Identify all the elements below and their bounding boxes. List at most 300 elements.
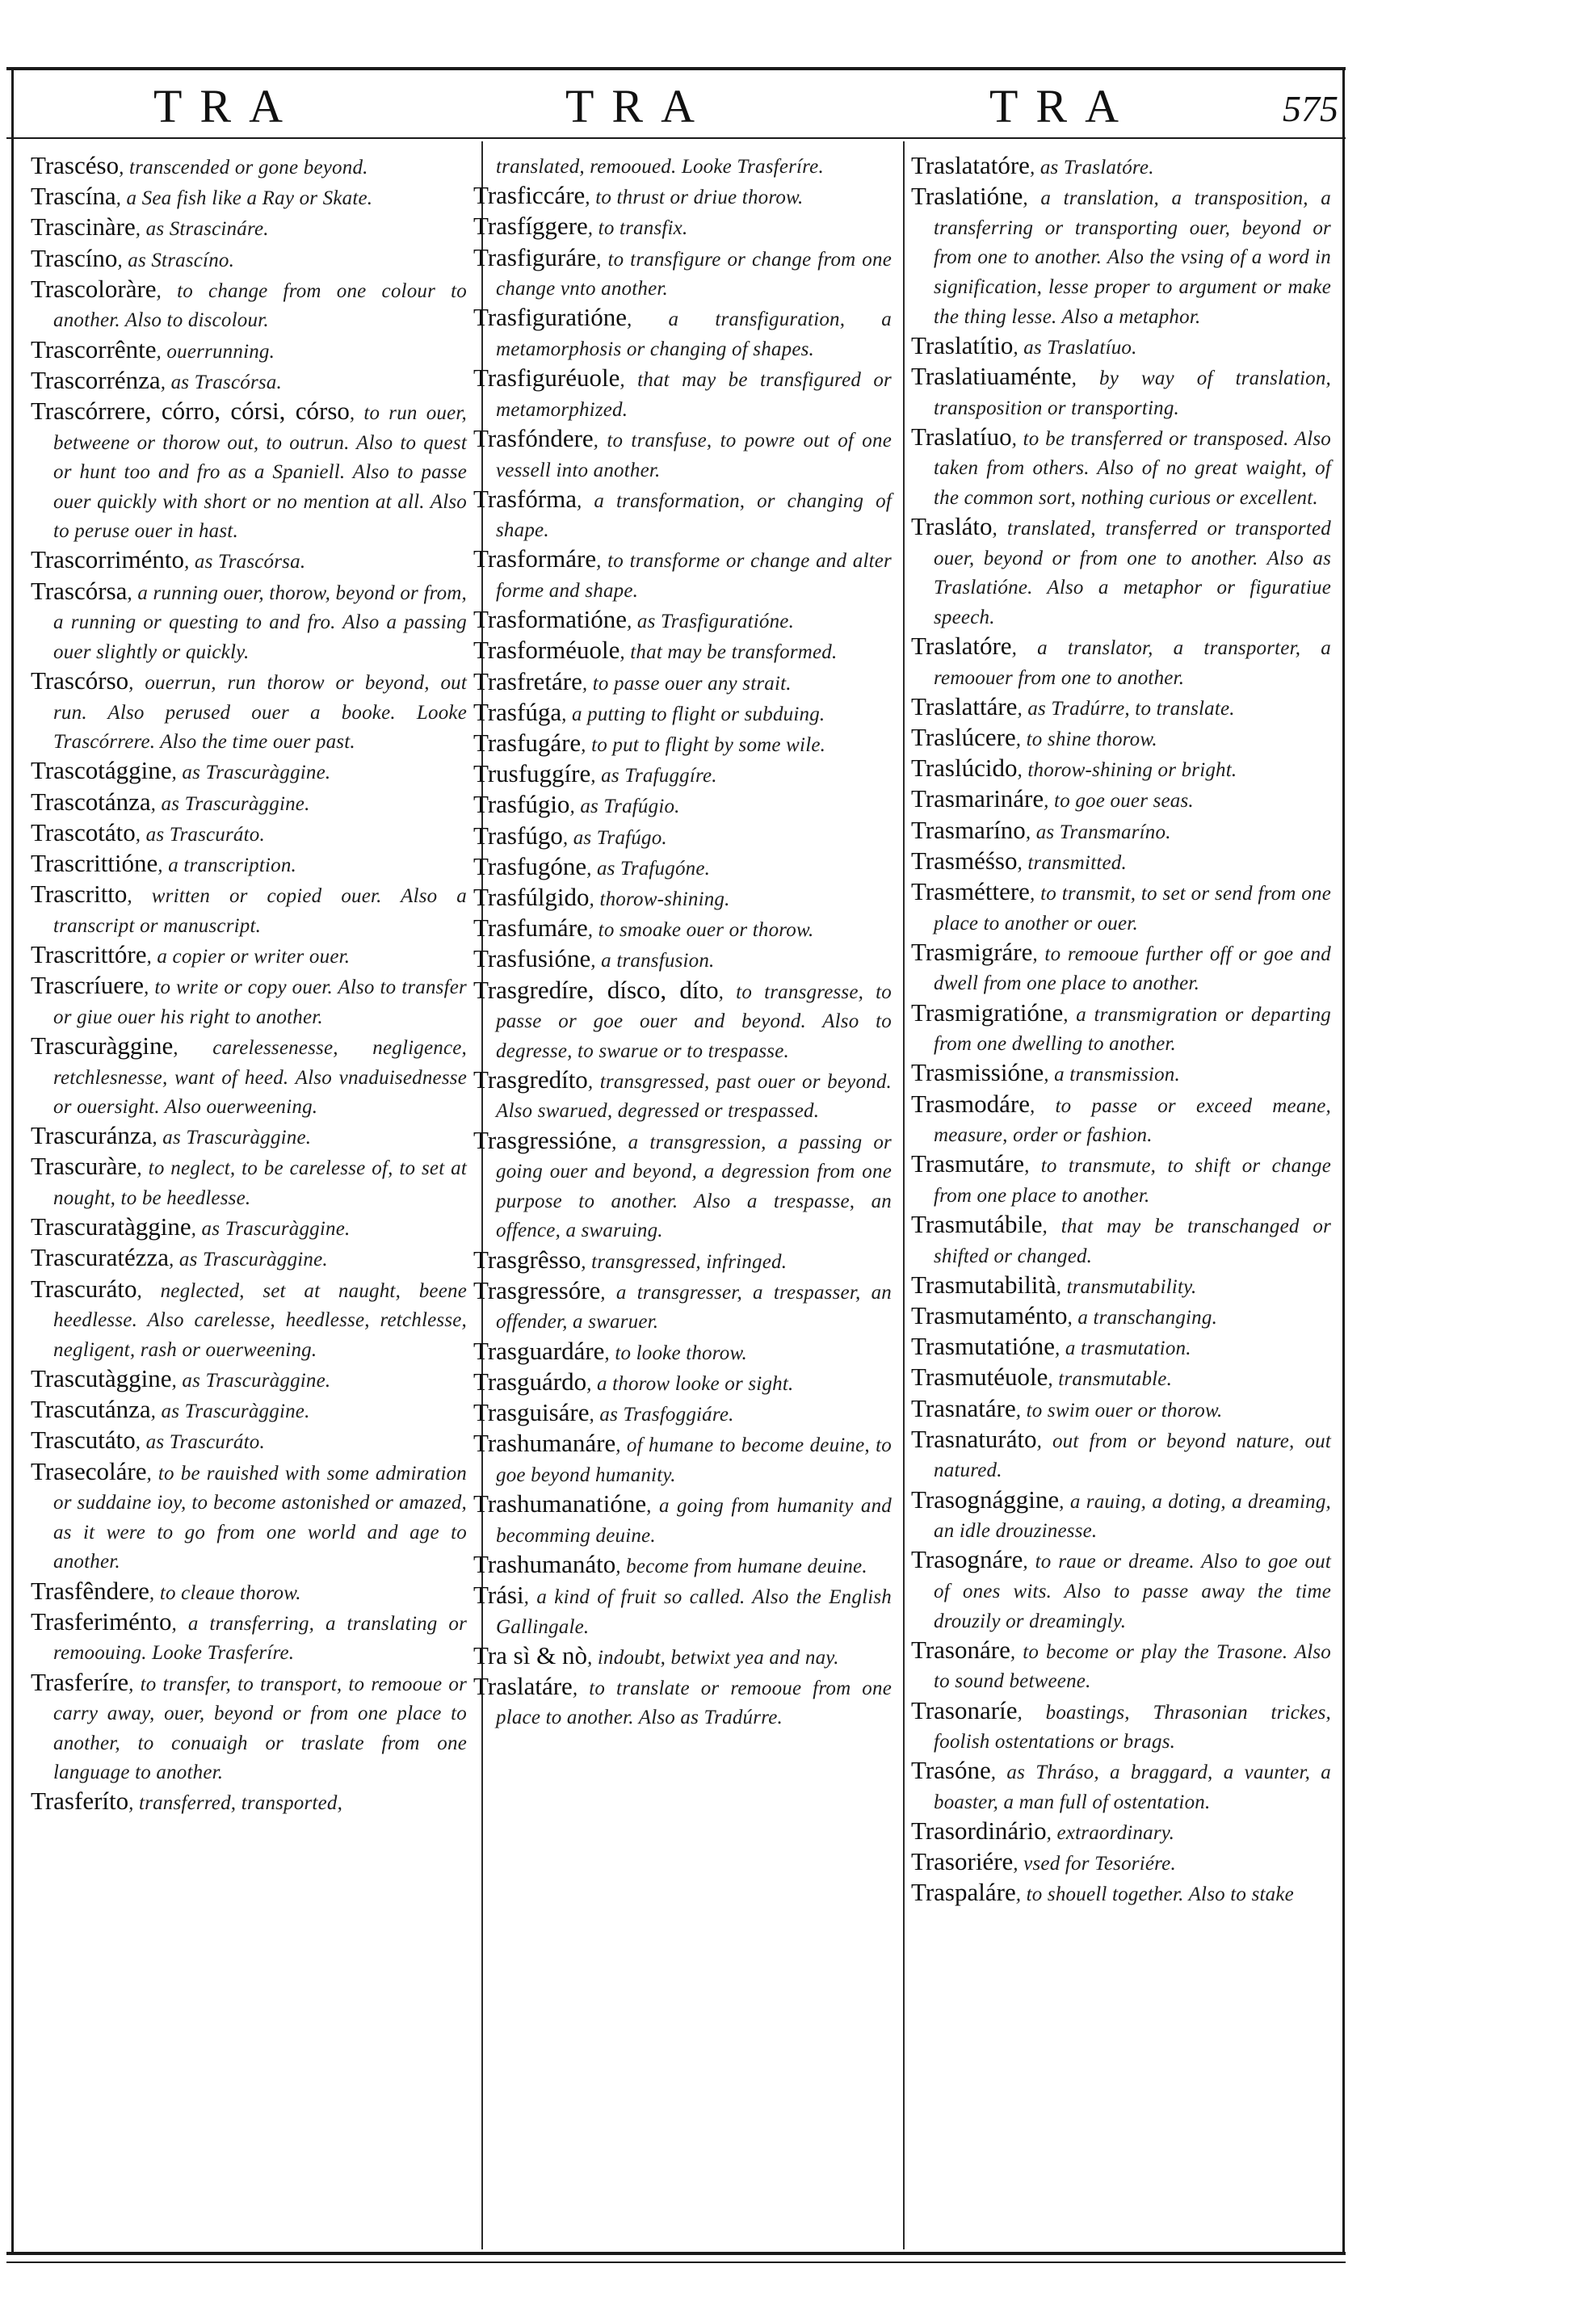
dictionary-entry — [911, 152, 1331, 183]
entry-definition: , as Traslatóre. — [1029, 157, 1154, 178]
entry-definition: , indoubt, betwixt yea and nay. — [586, 1646, 839, 1669]
dictionary-entry — [31, 183, 467, 213]
dictionary-entry — [31, 941, 467, 972]
entry-definition: , transgressed, infringed. — [581, 1250, 788, 1273]
entry-definition: , a transmission. — [1044, 1064, 1180, 1086]
entry-definition: , out from or beyond nature, out natured. — [934, 1430, 1331, 1482]
entry-definition: , to goe ouer seas. — [1044, 790, 1194, 813]
dictionary-entry — [31, 1608, 467, 1668]
entry-headword: Trasmigratióne — [911, 997, 1064, 1027]
dictionary-entry — [473, 182, 892, 212]
entry-headword: Traslúcido — [911, 754, 1018, 783]
dictionary-entry — [473, 1066, 892, 1126]
dictionary-entry — [473, 304, 892, 363]
dictionary-entry — [911, 817, 1331, 847]
entry-headword: Trasguárdo — [473, 1367, 587, 1396]
dictionary-entry — [911, 1363, 1331, 1394]
entry-headword: Trasonaríe — [911, 1695, 1018, 1724]
entry-definition: , carelessenesse, negligence, retchlesnesse, want of heed. Also vnaduisednesse or ouersight. Also ouerweening. — [53, 1036, 467, 1119]
entry-definition: , written or copied ouer. Also a transcript or manuscript. — [53, 885, 467, 937]
entry-definition: , a rauing, a doting, a dreaming, an idle drouzinesse. — [934, 1490, 1331, 1543]
entry-headword: Trasferiménto — [31, 1606, 172, 1636]
entry-headword: Trascoloràre — [31, 274, 157, 303]
entry-definition: , as Trascuràggine. — [171, 762, 331, 784]
entry-headword: Trascríuere — [31, 971, 145, 1000]
entry-definition: , to neglect, to be carelesse of, to set at nought, to be heedlesse. — [53, 1157, 467, 1210]
entry-definition: , to write or copy ouer. Also to transfer or giue ouer his right to another. — [53, 976, 467, 1028]
dictionary-entry — [911, 183, 1331, 331]
entry-headword: Trasfóndere — [473, 423, 594, 452]
entry-definition: , as Trasfiguratióne. — [627, 611, 795, 633]
entry-headword: Trasmigráre — [911, 937, 1033, 966]
entry-headword: Trasecoláre — [31, 1456, 147, 1485]
entry-definition: , to transgresse, to passe or goe ouer and beyond. Also to degresse, to swarue or to trespasse. — [496, 981, 892, 1062]
entry-definition: , as Thráso, a braggard, a vaunter, a boaster, a man full of ostentation. — [934, 1762, 1331, 1813]
entry-headword: Trasfúgo — [473, 821, 563, 850]
entry-headword: Trascuratàggine — [31, 1212, 191, 1241]
entry-definition: , as Trascórsa. — [160, 371, 282, 393]
dictionary-entry — [911, 999, 1331, 1059]
entry-definition: , a Sea fish like a Ray or Skate. — [116, 187, 373, 210]
entry-headword: Traslúcere — [911, 723, 1016, 752]
bottom-border-rule-inner — [6, 2262, 1346, 2263]
dictionary-entry — [473, 976, 892, 1066]
entry-headword: Tra sì & nò — [473, 1640, 587, 1669]
entry-definition: , a translation, a transposition, a transferring or transporting ouer, beyond or from one to another. Also the vsing of a word in signification, lesse proper to argument or make the thing lesse. Also a metaphor. — [934, 187, 1331, 328]
entry-headword: Trascorrénza — [31, 365, 161, 394]
dictionary-entry — [473, 244, 892, 304]
dictionary-entry — [31, 1122, 467, 1153]
dictionary-entry — [473, 545, 892, 605]
dictionary-entry — [911, 1150, 1331, 1210]
entry-definition: , to be transferred or transposed. Also taken from others. Also of no great waight, of the common sort, nothing curious or excellent. — [934, 427, 1331, 509]
entry-definition: , to be rauished with some admiration or suddaine ioy, to become astonished or amazed, as it were to go from one world and age to another. — [53, 1462, 467, 1573]
entry-headword: Traslatatóre — [911, 151, 1030, 179]
entry-headword: Trascórrere, córro, córsi, córso — [31, 396, 350, 425]
entry-headword: Trasmutéuole — [911, 1363, 1048, 1392]
entry-definition: , as Trascuràggine. — [150, 792, 310, 815]
entry-headword: Traslatióne — [911, 182, 1023, 211]
entry-definition: , as Trascuráto. — [135, 823, 265, 846]
dictionary-entry — [911, 1395, 1331, 1426]
entry-headword: Trasformáre — [473, 544, 597, 573]
entry-definition: , to passe ouer any strait. — [582, 672, 792, 695]
dictionary-entry — [473, 636, 892, 667]
dictionary-entry — [911, 1546, 1331, 1636]
entry-definition: , a transcription. — [158, 854, 296, 876]
entry-headword: Trasnaturáto — [911, 1424, 1037, 1453]
entry-definition: , to translate or remooue from one place to another. Also as Tradúrre. — [496, 1677, 892, 1729]
entry-headword: Trasficcáre — [473, 181, 586, 210]
dictionary-entry — [911, 724, 1331, 754]
dictionary-entry — [31, 667, 467, 757]
entry-definition: , as Trascórsa. — [184, 551, 306, 573]
entry-headword: Trashumanáto — [473, 1549, 616, 1578]
dictionary-entry — [31, 367, 467, 397]
entry-headword: Traslatiuaménte — [911, 361, 1072, 390]
running-head-center: TRA — [565, 80, 712, 132]
entry-definition: , as Trascuràggine. — [168, 1249, 328, 1271]
dictionary-entry — [31, 546, 467, 577]
entry-headword: Trasmaríno — [911, 815, 1026, 844]
entry-headword: Trascuràggine — [31, 1031, 174, 1060]
top-border-rule — [6, 67, 1346, 70]
entry-definition: , as Trascuràggine. — [152, 1127, 312, 1149]
entry-definition: , to cleaue thorow. — [149, 1581, 301, 1604]
dictionary-entry — [911, 1879, 1331, 1909]
dictionary-entry — [31, 819, 467, 850]
entry-definition: , thorow-shining or bright. — [1017, 759, 1237, 782]
dictionary-entry — [31, 1426, 467, 1457]
dictionary-entry — [911, 423, 1331, 513]
dictionary-entry — [911, 1271, 1331, 1302]
dictionary-entry — [911, 513, 1331, 632]
entry-definition: , a thorow looke or sight. — [586, 1372, 794, 1395]
dictionary-entry — [31, 213, 467, 244]
entry-definition: , a copier or writer ouer. — [146, 945, 351, 968]
entry-headword: Trascína — [31, 182, 116, 211]
entry-headword: Trasmutaménto — [911, 1301, 1068, 1330]
entry-definition: , to run ouer, betweene or thorow out, to outrun. Also to quest or hunt too and fro as a Spaniell. Also to passe ouer quickly with short or no mention at all. Also to peruse ouer in hast. — [53, 401, 467, 543]
entry-definition: , as Trafuggíre. — [590, 765, 717, 787]
entry-headword: Trasognággine — [911, 1485, 1060, 1514]
entry-definition: , ouerrunning. — [156, 340, 275, 363]
dictionary-entry — [473, 822, 892, 853]
column-1 — [31, 152, 467, 1819]
dictionary-entry — [473, 152, 892, 182]
entry-headword: Trasfíggere — [473, 212, 588, 241]
entry-headword: Trascrittóre — [31, 939, 147, 968]
entry-headword: Trascritto — [31, 880, 128, 909]
entry-definition: , as Trascuràggine. — [150, 1401, 310, 1423]
entry-headword: Trashumanáre — [473, 1429, 616, 1458]
entry-definition: , that may be transchanged or shifted or changed. — [934, 1216, 1331, 1267]
dictionary-entry — [31, 1787, 467, 1818]
entry-definition: , transferred, transported, — [128, 1792, 343, 1815]
dictionary-entry — [911, 1090, 1331, 1150]
dictionary-entry — [473, 1551, 892, 1581]
dictionary-entry — [911, 332, 1331, 363]
entry-headword: Trascotánza — [31, 787, 151, 816]
entry-headword: Trascíno — [31, 243, 118, 272]
dictionary-entry — [31, 788, 467, 819]
entry-headword: Trascotággine — [31, 756, 172, 785]
entry-headword: Traslatóre — [911, 632, 1012, 661]
entry-definition: , a going from humanity and becomming deuine. — [496, 1494, 892, 1547]
entry-definition: , to transfigure or change from one change vnto another. — [496, 248, 892, 300]
entry-definition: , boastings, Thrasonian trickes, foolish ostentations or brags. — [934, 1701, 1331, 1753]
entry-headword: Trascorrênte — [31, 334, 157, 363]
dictionary-entry — [473, 212, 892, 243]
entry-definition: , transcended or gone beyond. — [119, 157, 368, 178]
entry-headword: Trascutàggine — [31, 1364, 172, 1392]
dictionary-entry — [31, 972, 467, 1031]
column-2 — [473, 152, 892, 1733]
entry-headword: Trasmutábile — [911, 1210, 1043, 1239]
entry-definition: , to looke thorow. — [604, 1342, 747, 1364]
dictionary-entry — [473, 699, 892, 729]
entry-headword: Trasfúlgido — [473, 882, 590, 911]
entry-headword: Trasfiguratióne — [473, 303, 627, 332]
entry-definition: , ouerrun, run thorow or beyond, out run. Also perused ouer a booke. Looke Trascórrere. Also the time ouer past. — [53, 672, 467, 754]
entry-definition: , of humane to become deuine, to goe beyond humanity. — [496, 1434, 892, 1486]
entry-headword: Trasmutatióne — [911, 1332, 1055, 1361]
entry-headword: Trascutánza — [31, 1395, 151, 1424]
dictionary-entry — [31, 1365, 467, 1396]
dictionary-entry — [911, 693, 1331, 724]
entry-headword: Trascrittióne — [31, 848, 158, 877]
entry-headword: Trasgredíre, dísco, díto — [473, 975, 719, 1004]
entry-definition: , a transgression, a passing or going ouer and beyond, a degression from one purpose to another. Also a trespasse, an offence, a swaruing. — [496, 1131, 892, 1242]
dictionary-entry — [911, 1333, 1331, 1363]
dictionary-entry — [911, 785, 1331, 816]
dictionary-entry — [911, 1211, 1331, 1270]
entry-headword: Trasfretáre — [473, 666, 582, 695]
entry-definition: , to swim ouer or thorow. — [1015, 1399, 1223, 1422]
dictionary-entry — [473, 914, 892, 945]
dictionary-entry — [31, 336, 467, 367]
entry-headword: Trasmodáre — [911, 1089, 1030, 1118]
dictionary-entry — [473, 606, 892, 636]
entry-definition: , to thrust or driue thorow. — [585, 187, 804, 209]
dictionary-entry — [31, 245, 467, 275]
dictionary-entry — [31, 1275, 467, 1365]
dictionary-entry — [31, 152, 467, 183]
entry-headword: Trasfêndere — [31, 1576, 149, 1605]
dictionary-entry — [473, 1277, 892, 1337]
entry-headword: Trascinàre — [31, 212, 136, 241]
dictionary-entry — [473, 668, 892, 699]
entry-definition: , neglected, set at naught, beene heedlesse. Also carelesse, heedlesse, retchlesse, negligent, rash or ouerweening. — [53, 1279, 467, 1361]
dictionary-entry — [473, 1338, 892, 1368]
column-3 — [911, 152, 1331, 1910]
entry-definition: , to change from one colour to another. Also to discolour. — [53, 279, 467, 332]
dictionary-entry — [473, 1127, 892, 1245]
entry-definition: , to transforme or change and alter forme and shape. — [496, 550, 892, 603]
entry-headword: Trasfiguréuole — [473, 363, 620, 393]
dictionary-entry — [473, 1246, 892, 1277]
dictionary-entry — [911, 939, 1331, 998]
entry-definition: , translated, transferred or transported ouer, beyond or from one to another. Also as Traslatióne. Also a metaphor or figuratiue speech. — [934, 518, 1331, 628]
entry-definition: , to raue or dreame. Also to goe out of ones wits. Also to passe away the time drouzily or dreamingly. — [934, 1551, 1331, 1632]
dictionary-entry — [911, 754, 1331, 785]
entry-headword: Trasferíre — [31, 1667, 129, 1696]
entry-definition: , that may be transfigured or metamorphized. — [496, 369, 892, 421]
entry-definition: , as Trascuràggine. — [171, 1370, 331, 1392]
entry-headword: Trascuránza — [31, 1121, 153, 1150]
dictionary-entry — [473, 853, 892, 884]
entry-definition: , to smoake ouer or thorow. — [587, 919, 814, 942]
entry-definition: , to transfix. — [587, 217, 688, 240]
column-divider-2 — [903, 141, 905, 2249]
entry-definition: , become from humane deuine. — [615, 1555, 867, 1577]
entry-headword: Trasfusióne — [473, 944, 591, 973]
entry-headword: Traspaláre — [911, 1878, 1016, 1907]
entry-headword: Trascutáto — [31, 1426, 136, 1455]
dictionary-entry — [473, 1430, 892, 1489]
dictionary-entry — [911, 1697, 1331, 1757]
entry-definition: , that may be transformed. — [620, 641, 838, 664]
entry-definition: , to transfer, to transport, to remooue or carry away, ouer, beyond or from one place to another, to conuaigh or traslate from one language to another. — [53, 1673, 467, 1784]
entry-definition: , transgressed, past ouer or beyond. Also swarued, degressed or trespassed. — [496, 1070, 892, 1123]
dictionary-entry — [911, 1426, 1331, 1485]
entry-headword: Trasgressóre — [473, 1275, 601, 1304]
entry-definition: , as Strascíno. — [117, 249, 235, 271]
dictionary-entry — [31, 1669, 467, 1787]
dictionary-entry — [31, 757, 467, 787]
dictionary-entry — [31, 1213, 467, 1244]
entry-definition: , to transfuse, to powre out of one vessell into another. — [496, 429, 892, 481]
entry-headword: Trasfiguráre — [473, 242, 597, 271]
entry-definition: , a putting to flight or subduing. — [561, 703, 825, 725]
dictionary-entry — [911, 363, 1331, 422]
entry-definition: , as Tradúrre, to translate. — [1017, 697, 1235, 720]
entry-definition: , a transgresser, a trespasser, an offender, a swaruer. — [496, 1281, 892, 1333]
dictionary-entry — [31, 850, 467, 880]
page-number: 575 — [1283, 88, 1338, 129]
dictionary-entry — [473, 1673, 892, 1732]
left-border-rule — [11, 67, 14, 2252]
entry-definition: , as Transmaríno. — [1025, 821, 1171, 843]
entry-headword: Trasognáre — [911, 1545, 1023, 1574]
dictionary-entry — [473, 729, 892, 760]
right-border-rule — [1342, 67, 1345, 2252]
entry-headword: Trusfuggíre — [473, 759, 591, 788]
dictionary-entry — [473, 485, 892, 545]
dictionary-entry — [473, 884, 892, 914]
entry-headword: Trasfugáre — [473, 729, 582, 757]
entry-definition: , as Trascuràggine. — [191, 1218, 351, 1241]
entry-definition: , a translator, a transporter, a remoouer from one to another. — [934, 637, 1331, 689]
entry-definition: , to transmute, to shift or change from one place to another. — [934, 1155, 1331, 1207]
entry-definition: , extraordinary. — [1046, 1822, 1175, 1845]
entry-headword: Trasméttere — [911, 876, 1030, 905]
entry-headword: Trasonáre — [911, 1635, 1010, 1664]
entry-definition: , as Trasfoggiáre. — [589, 1403, 734, 1426]
entry-definition: , transmitted. — [1017, 851, 1127, 874]
dictionary-entry — [473, 1581, 892, 1641]
entry-headword: Trasóne — [911, 1756, 991, 1785]
dictionary-entry — [31, 275, 467, 335]
dictionary-entry — [473, 425, 892, 485]
dictionary-entry — [911, 1817, 1331, 1848]
entry-definition: , to passe or exceed meane, measure, order or fashion. — [934, 1094, 1331, 1147]
dictionary-entry — [473, 1399, 892, 1430]
dictionary-entry — [473, 945, 892, 976]
entry-headword: Trasguardáre — [473, 1336, 605, 1365]
entry-headword: Trashumanatióne — [473, 1489, 647, 1518]
bottom-border-rule — [6, 2252, 1346, 2255]
dictionary-entry — [911, 632, 1331, 692]
entry-definition: , to remooue further off or goe and dwell from one place to another. — [934, 943, 1331, 995]
entry-headword: Trasnatáre — [911, 1393, 1016, 1422]
entry-headword: Traslatíuo — [911, 422, 1012, 451]
entry-definition: , to shouell together. Also to stake — [1015, 1884, 1294, 1906]
entry-headword: Trascórso — [31, 666, 129, 695]
dictionary-entry — [31, 1032, 467, 1122]
dictionary-entry — [473, 760, 892, 791]
entry-headword: Trasmutabilità — [911, 1270, 1056, 1299]
entry-headword: Trasoriére — [911, 1847, 1014, 1876]
entry-headword: Trasordinário — [911, 1816, 1047, 1846]
entry-headword: Trasfórma — [473, 484, 578, 513]
dictionary-entry — [31, 1458, 467, 1577]
entry-headword: Trasferíto — [31, 1787, 129, 1816]
dictionary-entry — [911, 1486, 1331, 1546]
entry-definition: , as Trafugóne. — [586, 857, 711, 880]
dictionary-entry — [31, 397, 467, 546]
dictionary-entry — [473, 1642, 892, 1673]
entry-headword: Trasfugóne — [473, 851, 587, 880]
dictionary-entry — [31, 1153, 467, 1212]
dictionary-entry — [911, 847, 1331, 878]
dictionary-entry — [31, 880, 467, 940]
entry-definition: , to shine thorow. — [1015, 729, 1157, 751]
entry-definition: , by way of translation, transposition or transporting. — [934, 367, 1331, 419]
dictionary-entry — [31, 1244, 467, 1275]
entry-headword: Traslattáre — [911, 691, 1018, 720]
entry-definition: , transmutability. — [1056, 1275, 1197, 1298]
dictionary-entry — [31, 1577, 467, 1608]
entry-definition: , to put to flight by some wile. — [581, 734, 826, 756]
entry-headword: Trasfumáre — [473, 913, 588, 943]
entry-headword: Trascórsa — [31, 576, 128, 605]
entry-headword: Trascuráto — [31, 1274, 137, 1303]
entry-definition: , a transformation, or changing of shape. — [496, 489, 892, 542]
entry-headword: Trascorriménto — [31, 545, 184, 574]
entry-definition: translated, remooued. Looke Trasferíre. — [496, 156, 824, 178]
entry-headword: Trasméśso — [911, 846, 1018, 875]
dictionary-entry — [911, 1757, 1331, 1816]
entry-definition: , a kind of fruit so called. Also the English Gallingale. — [496, 1585, 892, 1638]
dictionary-entry — [473, 1368, 892, 1399]
entry-definition: , as Trascuráto. — [135, 1431, 265, 1454]
dictionary-entry — [911, 878, 1331, 938]
entry-definition: , as Traslatíuo. — [1013, 336, 1137, 359]
entry-definition: , thorow-shining. — [589, 888, 730, 910]
entry-definition: , a running ouer, thorow, beyond or from, a running or questing to and fro. Also a passing ouer slightly or quickly. — [53, 582, 467, 663]
entry-headword: Trasgrêsso — [473, 1245, 582, 1274]
entry-headword: Trascotáto — [31, 817, 136, 846]
entry-headword: Trasfúga — [473, 697, 562, 726]
entry-headword: Trasgressióne — [473, 1125, 612, 1154]
running-head-right: TRA — [989, 80, 1136, 132]
entry-definition: , a transchanging. — [1067, 1307, 1218, 1329]
dictionary-entry — [473, 1490, 892, 1550]
entry-definition: , as Strascináre. — [135, 218, 269, 241]
dictionary-entry — [911, 1636, 1331, 1696]
dictionary-entry — [911, 1302, 1331, 1333]
entry-definition: , a transmigration or departing from one dwelling to another. — [934, 1003, 1331, 1056]
entry-definition: , vsed for Tesoriére. — [1013, 1853, 1176, 1875]
entry-headword: Traslatáre — [473, 1671, 573, 1700]
entry-headword: Trascuràre — [31, 1152, 137, 1181]
dictionary-entry — [31, 1396, 467, 1426]
entry-definition: , a transferring, a translating or remoouing. Looke Trasferíre. — [53, 1612, 467, 1665]
dictionary-entry — [473, 364, 892, 424]
entry-headword: Trasforméuole — [473, 636, 620, 665]
entry-definition: , a trasmutation. — [1054, 1338, 1191, 1360]
entry-headword: Trasláto — [911, 512, 993, 541]
entry-definition: , transmutable. — [1048, 1368, 1173, 1391]
running-head-left: TRA — [153, 80, 300, 132]
header-underline-rule — [6, 137, 1346, 139]
entry-headword: Traslatítio — [911, 330, 1014, 359]
entry-definition: , as Trafúgo. — [562, 826, 667, 849]
dictionary-entry — [473, 791, 892, 821]
entry-definition: , to transmit, to set or send from one place to another or ouer. — [934, 882, 1331, 934]
entry-headword: Trási — [473, 1580, 524, 1609]
